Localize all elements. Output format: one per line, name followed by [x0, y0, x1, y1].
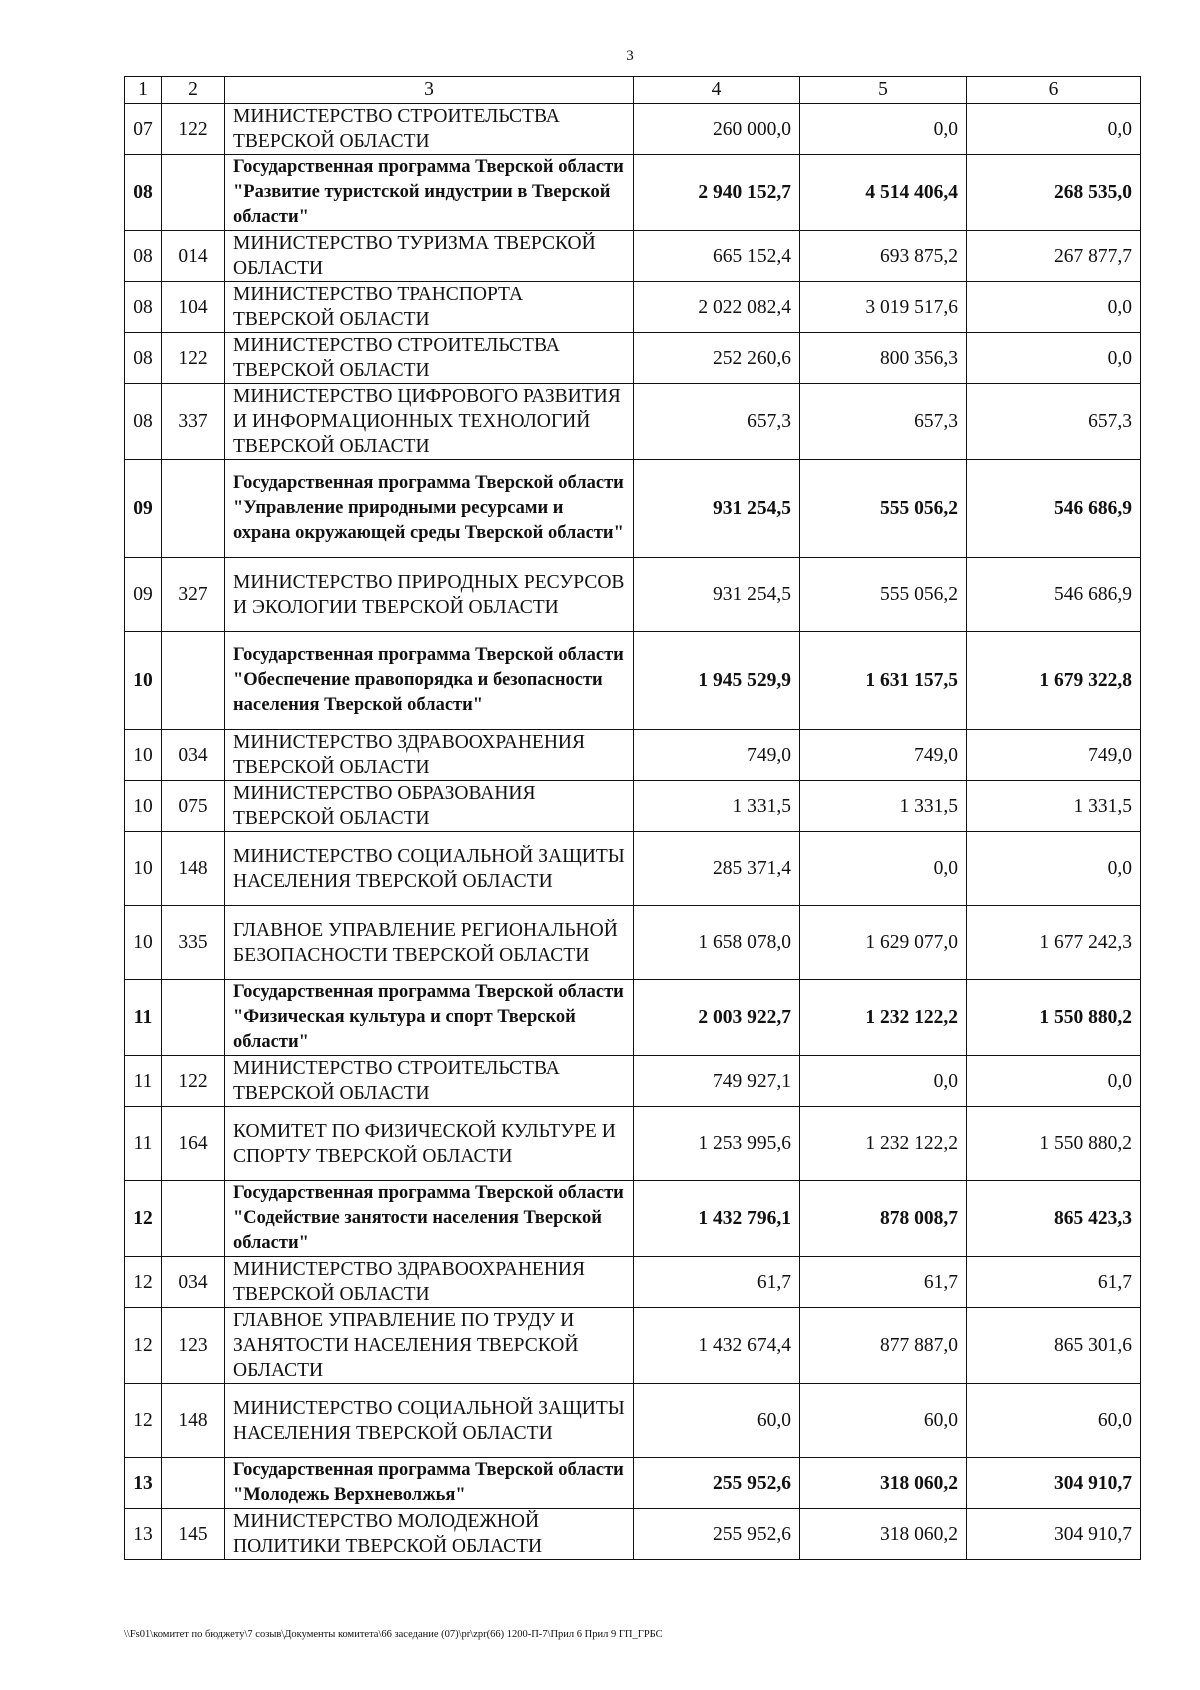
amount-col6-cell: 0,0 — [967, 832, 1141, 906]
amount-col4-cell: 749,0 — [634, 730, 800, 781]
department-code-cell — [162, 980, 225, 1056]
amount-col4-cell: 931 254,5 — [634, 558, 800, 632]
amount-col5-cell: 749,0 — [800, 730, 967, 781]
table-row — [125, 558, 1141, 632]
department-code-cell: 104 — [162, 282, 225, 333]
amount-col5-cell: 877 887,0 — [800, 1308, 967, 1384]
amount-col6-cell: 1 550 880,2 — [967, 980, 1141, 1056]
table-row — [125, 1257, 1141, 1308]
table-row — [125, 333, 1141, 384]
amount-col5-cell: 1 331,5 — [800, 781, 967, 832]
amount-col4-cell: 2 003 922,7 — [634, 980, 800, 1056]
program-code-cell: 10 — [125, 832, 162, 906]
department-code-cell — [162, 460, 225, 558]
name-cell: МИНИСТЕРСТВО ПРИРОДНЫХ РЕСУРСОВ И ЭКОЛОГИИ ТВЕРСКОЙ ОБЛАСТИ — [225, 558, 634, 632]
amount-col6-cell: 546 686,9 — [967, 558, 1141, 632]
name-cell: МИНИСТЕРСТВО СТРОИТЕЛЬСТВА ТВЕРСКОЙ ОБЛАСТИ — [225, 1056, 634, 1107]
amount-col6-cell: 1 677 242,3 — [967, 906, 1141, 980]
department-code-cell: 075 — [162, 781, 225, 832]
department-code-cell: 335 — [162, 906, 225, 980]
name-cell: ГЛАВНОЕ УПРАВЛЕНИЕ РЕГИОНАЛЬНОЙ БЕЗОПАСНОСТИ ТВЕРСКОЙ ОБЛАСТИ — [225, 906, 634, 980]
amount-col6-cell: 546 686,9 — [967, 460, 1141, 558]
name-cell: МИНИСТЕРСТВО СОЦИАЛЬНОЙ ЗАЩИТЫ НАСЕЛЕНИЯ ТВЕРСКОЙ ОБЛАСТИ — [225, 832, 634, 906]
department-code-cell — [162, 1181, 225, 1257]
amount-col4-cell: 1 253 995,6 — [634, 1107, 800, 1181]
name-cell: Государственная программа Тверской области "Обеспечение правопорядка и безопасности населения Тверской области" — [225, 632, 634, 730]
name-cell: МИНИСТЕРСТВО ОБРАЗОВАНИЯ ТВЕРСКОЙ ОБЛАСТИ — [225, 781, 634, 832]
amount-col6-cell: 0,0 — [967, 333, 1141, 384]
program-code-cell: 07 — [125, 104, 162, 155]
name-cell: МИНИСТЕРСТВО ЗДРАВООХРАНЕНИЯ ТВЕРСКОЙ ОБЛАСТИ — [225, 730, 634, 781]
amount-col4-cell: 657,3 — [634, 384, 800, 460]
table-row — [125, 104, 1141, 155]
amount-col4-cell: 749 927,1 — [634, 1056, 800, 1107]
amount-col5-cell: 693 875,2 — [800, 231, 967, 282]
program-code-cell: 10 — [125, 730, 162, 781]
name-cell: МИНИСТЕРСТВО ТУРИЗМА ТВЕРСКОЙ ОБЛАСТИ — [225, 231, 634, 282]
table-row — [125, 231, 1141, 282]
program-row — [125, 460, 1141, 558]
amount-col4-cell: 1 432 674,4 — [634, 1308, 800, 1384]
table-row — [125, 1107, 1141, 1181]
table-row — [125, 1308, 1141, 1384]
amount-col6-cell: 304 910,7 — [967, 1458, 1141, 1509]
name-cell: МИНИСТЕРСТВО МОЛОДЕЖНОЙ ПОЛИТИКИ ТВЕРСКОЙ ОБЛАСТИ — [225, 1509, 634, 1560]
amount-col5-cell: 3 019 517,6 — [800, 282, 967, 333]
program-code-cell: 08 — [125, 384, 162, 460]
amount-col6-cell: 0,0 — [967, 104, 1141, 155]
table-row — [125, 730, 1141, 781]
program-code-cell: 08 — [125, 333, 162, 384]
amount-col5-cell: 0,0 — [800, 832, 967, 906]
department-code-cell: 122 — [162, 104, 225, 155]
table-body — [125, 104, 1141, 1560]
amount-col5-cell: 1 232 122,2 — [800, 980, 967, 1056]
program-row — [125, 155, 1141, 231]
table-row — [125, 1384, 1141, 1458]
amount-col6-cell: 865 423,3 — [967, 1181, 1141, 1257]
amount-col6-cell: 1 679 322,8 — [967, 632, 1141, 730]
amount-col5-cell: 878 008,7 — [800, 1181, 967, 1257]
program-code-cell: 13 — [125, 1458, 162, 1509]
program-code-cell: 13 — [125, 1509, 162, 1560]
program-code-cell: 12 — [125, 1384, 162, 1458]
footer-file-path: \\Fs01\комитет по бюджету\7 созыв\Документы комитета\66 заседание (07)\pr\zpr(66) 1200-П-7\Прил 6 Прил 9 ГП_ГРБС — [124, 1629, 663, 1640]
amount-col6-cell: 865 301,6 — [967, 1308, 1141, 1384]
column-header-2: 2 — [162, 77, 225, 104]
amount-col4-cell: 252 260,6 — [634, 333, 800, 384]
amount-col6-cell: 657,3 — [967, 384, 1141, 460]
name-cell: МИНИСТЕРСТВО ЦИФРОВОГО РАЗВИТИЯ И ИНФОРМАЦИОННЫХ ТЕХНОЛОГИЙ ТВЕРСКОЙ ОБЛАСТИ — [225, 384, 634, 460]
amount-col4-cell: 931 254,5 — [634, 460, 800, 558]
program-code-cell: 10 — [125, 632, 162, 730]
table-row — [125, 906, 1141, 980]
name-cell: Государственная программа Тверской области "Развитие туристской индустрии в Тверской области" — [225, 155, 634, 231]
program-code-cell: 11 — [125, 980, 162, 1056]
name-cell: Государственная программа Тверской области "Физическая культура и спорт Тверской области" — [225, 980, 634, 1056]
department-code-cell: 337 — [162, 384, 225, 460]
program-code-cell: 10 — [125, 781, 162, 832]
name-cell: ГЛАВНОЕ УПРАВЛЕНИЕ ПО ТРУДУ И ЗАНЯТОСТИ НАСЕЛЕНИЯ ТВЕРСКОЙ ОБЛАСТИ — [225, 1308, 634, 1384]
amount-col4-cell: 2 022 082,4 — [634, 282, 800, 333]
department-code-cell: 164 — [162, 1107, 225, 1181]
program-code-cell: 10 — [125, 906, 162, 980]
column-header-5: 5 — [800, 77, 967, 104]
amount-col6-cell: 304 910,7 — [967, 1509, 1141, 1560]
amount-col4-cell: 665 152,4 — [634, 231, 800, 282]
program-code-cell: 08 — [125, 282, 162, 333]
department-code-cell: 014 — [162, 231, 225, 282]
name-cell: МИНИСТЕРСТВО СТРОИТЕЛЬСТВА ТВЕРСКОЙ ОБЛАСТИ — [225, 104, 634, 155]
department-code-cell: 148 — [162, 832, 225, 906]
amount-col4-cell: 260 000,0 — [634, 104, 800, 155]
table-row — [125, 384, 1141, 460]
column-header-3: 3 — [225, 77, 634, 104]
amount-col6-cell: 60,0 — [967, 1384, 1141, 1458]
program-code-cell: 12 — [125, 1308, 162, 1384]
amount-col5-cell: 555 056,2 — [800, 558, 967, 632]
amount-col4-cell: 255 952,6 — [634, 1509, 800, 1560]
amount-col5-cell: 657,3 — [800, 384, 967, 460]
amount-col5-cell: 0,0 — [800, 1056, 967, 1107]
table-row — [125, 1056, 1141, 1107]
amount-col5-cell: 800 356,3 — [800, 333, 967, 384]
program-code-cell: 09 — [125, 460, 162, 558]
amount-col5-cell: 318 060,2 — [800, 1509, 967, 1560]
department-code-cell: 122 — [162, 1056, 225, 1107]
amount-col6-cell: 61,7 — [967, 1257, 1141, 1308]
table-header — [125, 77, 1141, 104]
amount-col4-cell: 60,0 — [634, 1384, 800, 1458]
program-row — [125, 1181, 1141, 1257]
amount-col6-cell: 0,0 — [967, 1056, 1141, 1107]
department-code-cell: 034 — [162, 1257, 225, 1308]
name-cell: Государственная программа Тверской области "Молодежь Верхневолжья" — [225, 1458, 634, 1509]
amount-col5-cell: 0,0 — [800, 104, 967, 155]
name-cell: МИНИСТЕРСТВО СТРОИТЕЛЬСТВА ТВЕРСКОЙ ОБЛАСТИ — [225, 333, 634, 384]
name-cell: Государственная программа Тверской области "Управление природными ресурсами и охрана окружающей среды Тверской области" — [225, 460, 634, 558]
program-row — [125, 980, 1141, 1056]
amount-col6-cell: 267 877,7 — [967, 231, 1141, 282]
amount-col4-cell: 1 658 078,0 — [634, 906, 800, 980]
amount-col6-cell: 1 331,5 — [967, 781, 1141, 832]
table-row — [125, 1509, 1141, 1560]
department-code-cell: 034 — [162, 730, 225, 781]
department-code-cell: 145 — [162, 1509, 225, 1560]
amount-col5-cell: 318 060,2 — [800, 1458, 967, 1509]
department-code-cell: 122 — [162, 333, 225, 384]
amount-col4-cell: 1 331,5 — [634, 781, 800, 832]
department-code-cell: 327 — [162, 558, 225, 632]
department-code-cell — [162, 1458, 225, 1509]
amount-col6-cell: 0,0 — [967, 282, 1141, 333]
amount-col6-cell: 749,0 — [967, 730, 1141, 781]
amount-col5-cell: 1 631 157,5 — [800, 632, 967, 730]
amount-col5-cell: 1 629 077,0 — [800, 906, 967, 980]
page-number: 3 — [626, 48, 634, 64]
amount-col6-cell: 1 550 880,2 — [967, 1107, 1141, 1181]
department-code-cell — [162, 155, 225, 231]
amount-col5-cell: 555 056,2 — [800, 460, 967, 558]
program-code-cell: 08 — [125, 231, 162, 282]
program-code-cell: 12 — [125, 1181, 162, 1257]
table-row — [125, 781, 1141, 832]
amount-col4-cell: 2 940 152,7 — [634, 155, 800, 231]
amount-col4-cell: 285 371,4 — [634, 832, 800, 906]
program-code-cell: 08 — [125, 155, 162, 231]
column-header-4: 4 — [634, 77, 800, 104]
name-cell: Государственная программа Тверской области "Содействие занятости населения Тверской области" — [225, 1181, 634, 1257]
name-cell: КОМИТЕТ ПО ФИЗИЧЕСКОЙ КУЛЬТУРЕ И СПОРТУ ТВЕРСКОЙ ОБЛАСТИ — [225, 1107, 634, 1181]
name-cell: МИНИСТЕРСТВО СОЦИАЛЬНОЙ ЗАЩИТЫ НАСЕЛЕНИЯ ТВЕРСКОЙ ОБЛАСТИ — [225, 1384, 634, 1458]
program-code-cell: 11 — [125, 1107, 162, 1181]
amount-col5-cell: 61,7 — [800, 1257, 967, 1308]
program-code-cell: 12 — [125, 1257, 162, 1308]
name-cell: МИНИСТЕРСТВО ЗДРАВООХРАНЕНИЯ ТВЕРСКОЙ ОБЛАСТИ — [225, 1257, 634, 1308]
table-row — [125, 832, 1141, 906]
amount-col4-cell: 255 952,6 — [634, 1458, 800, 1509]
amount-col5-cell: 60,0 — [800, 1384, 967, 1458]
amount-col4-cell: 61,7 — [634, 1257, 800, 1308]
department-code-cell — [162, 632, 225, 730]
amount-col4-cell: 1 945 529,9 — [634, 632, 800, 730]
amount-col6-cell: 268 535,0 — [967, 155, 1141, 231]
program-code-cell: 09 — [125, 558, 162, 632]
budget-table — [124, 76, 1141, 1560]
program-code-cell: 11 — [125, 1056, 162, 1107]
table-row — [125, 282, 1141, 333]
program-row — [125, 632, 1141, 730]
header-row — [125, 77, 1141, 104]
amount-col5-cell: 4 514 406,4 — [800, 155, 967, 231]
amount-col5-cell: 1 232 122,2 — [800, 1107, 967, 1181]
department-code-cell: 148 — [162, 1384, 225, 1458]
program-row — [125, 1458, 1141, 1509]
name-cell: МИНИСТЕРСТВО ТРАНСПОРТА ТВЕРСКОЙ ОБЛАСТИ — [225, 282, 634, 333]
amount-col4-cell: 1 432 796,1 — [634, 1181, 800, 1257]
column-header-1: 1 — [125, 77, 162, 104]
column-header-6: 6 — [967, 77, 1141, 104]
department-code-cell: 123 — [162, 1308, 225, 1384]
